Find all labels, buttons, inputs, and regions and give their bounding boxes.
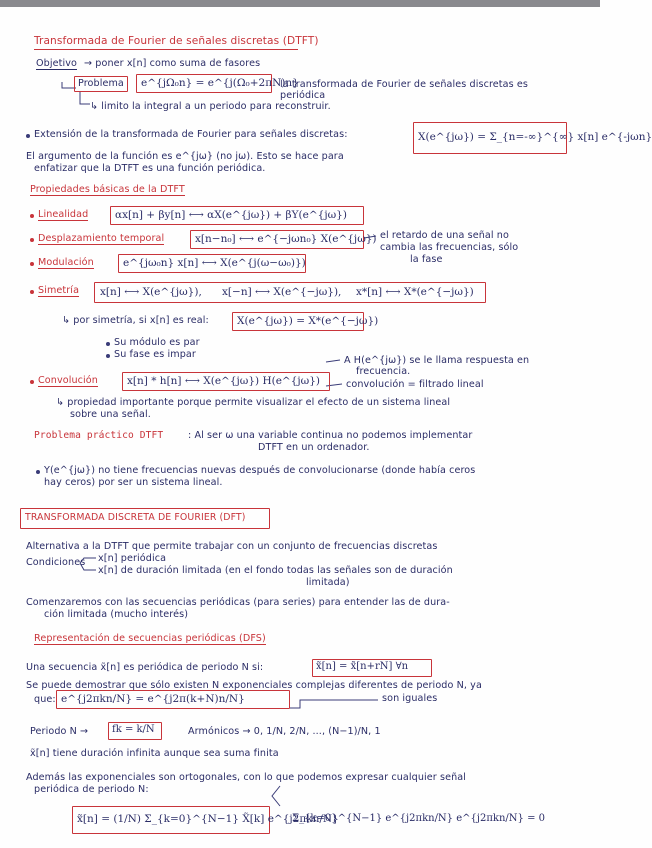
convolucion-label: Convolución <box>38 375 98 386</box>
propiedades-title: Propiedades básicas de la DTFT <box>30 184 185 195</box>
dfs-demostrar-1: Se puede demostrar que sólo existen N exponenciales complejas diferentes de periodo N, ya <box>26 680 482 691</box>
ortogonales-2: periódica de periodo N: <box>34 784 149 795</box>
desplazamiento-note3: la fase <box>410 254 443 265</box>
fase-text: Su fase es impar <box>114 349 196 360</box>
desplazamiento-note2: cambia las frecuencias, sólo <box>380 242 519 253</box>
bullet <box>106 354 110 358</box>
title-underline <box>34 49 298 50</box>
duracion-text: x̃[n] tiene duración infinita aunque sea suma finita <box>30 748 279 759</box>
objetivo-label: Objetivo <box>36 58 77 69</box>
simetria-formula-3: x*[n] ⟷ X*(e^{−jω}) <box>356 286 474 298</box>
argumento-line1: El argumento de la función es e^{jω} (no jω). Esto se hace para <box>26 151 344 162</box>
simetria-real-formula: X(e^{jω}) = X*(e^{−jω}) <box>237 315 379 327</box>
convolucion-note1b: frecuencia. <box>356 366 411 377</box>
condicion-1: x[n] periódica <box>98 553 167 564</box>
propiedad-importante-1: ↳ propiedad importante porque permite visualizar el efecto de un sistema lineal <box>56 397 451 408</box>
bullet <box>26 134 30 138</box>
ortogonales-1: Además las exponenciales son ortogonales, con lo que podemos expresar cualquier señal <box>26 772 467 783</box>
linealidad-label: Linealidad <box>38 209 89 220</box>
limito-text: ↳ limito la integral a un periodo para reconstruir. <box>90 101 331 112</box>
top-bar <box>0 0 600 7</box>
condiciones-label: Condiciones <box>26 557 86 568</box>
dfs-demostrar-formula: e^{j2πkn/N} = e^{j2π(k+N)n/N} <box>61 693 245 705</box>
dft-title: TRANSFORMADA DISCRETA DE FOURIER (DFT) <box>25 512 246 523</box>
problema-label: Problema <box>78 78 124 89</box>
dfs-secuencia-formula: x̃[n] = x̃[n+rN] ∀n <box>316 661 409 672</box>
desplazamiento-formula: x[n−n₀] ⟷ e^{−jωn₀} X(e^{jω}) <box>195 233 377 245</box>
bullet <box>36 470 40 474</box>
objetivo-text: → poner x[n] como suma de fasores <box>84 58 261 69</box>
bullet <box>30 290 34 294</box>
problema-practico-label: Problema práctico DTFT <box>34 430 164 441</box>
problema-note: la transformada de Fourier de señales discretas es periódica <box>280 79 528 101</box>
bullet <box>106 342 110 346</box>
y-note-line1: Y(e^{jω}) no tiene frecuencias nuevas después de convolucionarse (donde había ceros <box>44 465 476 476</box>
modulo-text: Su módulo es par <box>114 337 200 348</box>
extension-text: Extensión de la transformada de Fourier para señales discretas: <box>34 129 348 140</box>
convolucion-note1: A H(e^{jω}) se le llama respuesta en <box>344 355 530 366</box>
convolucion-formula: x[n] * h[n] ⟷ X(e^{jω}) H(e^{jω}) <box>127 375 320 387</box>
desplazamiento-label: Desplazamiento temporal <box>38 233 165 244</box>
son-iguales: son iguales <box>382 693 438 704</box>
desplazamiento-note1: el retardo de una señal no <box>380 230 509 241</box>
modulacion-formula: e^{jω₀n} x[n] ⟷ X(e^{j(ω−ω₀)}) <box>123 257 306 269</box>
argumento-line2: enfatizar que la DTFT es una función periódica. <box>34 163 266 174</box>
condicion-2: x[n] de duración limitada (en el fondo todas las señales son de duración <box>98 565 453 576</box>
simetria-real-text: ↳ por simetría, si x[n] es real: <box>62 315 209 326</box>
simetria-label: Simetría <box>38 285 80 296</box>
dfs-secuencia: Una secuencia x̃[n] es periódica de periodo N si: <box>26 662 264 673</box>
problema-formula: e^{jΩ₀n} = e^{j(Ω₀+2πN)n} <box>141 77 299 89</box>
bullet <box>30 380 34 384</box>
y-note-line2: hay ceros) por ser un sistema lineal. <box>44 477 223 488</box>
periodo-text: Periodo N → <box>30 726 89 737</box>
serie-formula: x̃[n] = (1/N) Σ_{k=0}^{N−1} X̃[k] e^{j2πkn/N} <box>77 813 339 825</box>
problema-practico-text2: DTFT en un ordenador. <box>258 442 370 453</box>
dfs-title: Representación de secuencias periódicas (DFS) <box>34 633 266 644</box>
simetria-formula-1: x[n] ⟷ X(e^{jω}), <box>100 286 202 298</box>
problema-practico-text1: : Al ser ω una variable continua no podemos implementar <box>188 430 473 441</box>
propiedad-importante-2: sobre una señal. <box>70 409 151 420</box>
dfs-demostrar-2: que: <box>34 694 56 705</box>
bullet <box>30 214 34 218</box>
armonicos-text: Armónicos → 0, 1/N, 2/N, ..., (N−1)/N, 1 <box>188 726 381 737</box>
comenzaremos-1: Comenzaremos con las secuencias periódicas (para series) para entender las de dura- <box>26 597 450 608</box>
page-title: Transformada de Fourier de señales discretas (DTFT) <box>34 35 319 47</box>
simetria-formula-2: x[−n] ⟷ X(e^{−jω}), <box>222 286 342 298</box>
ortho-formula: Σ_{k=0}^{N−1} e^{j2πkn/N} e^{j2πkn/N} = 0 <box>292 813 545 824</box>
modulacion-label: Modulación <box>38 257 94 268</box>
dft-alternativa: Alternativa a la DTFT que permite trabajar con un conjunto de frecuencias discretas <box>26 541 438 552</box>
bullet <box>30 238 34 242</box>
condicion-2b: limitada) <box>306 577 350 588</box>
convolucion-note2: convolución = filtrado lineal <box>346 379 484 390</box>
linealidad-formula: αx[n] + βy[n] ⟷ αX(e^{jω}) + βY(e^{jω}) <box>115 209 347 221</box>
comenzaremos-2: ción limitada (mucho interés) <box>44 609 189 620</box>
periodo-formula: fk = k/N <box>112 724 155 735</box>
dtft-formula: X(e^{jω}) = Σ_{n=-∞}^{∞} x[n] e^{-jωn} <box>418 131 652 143</box>
bullet <box>30 262 34 266</box>
